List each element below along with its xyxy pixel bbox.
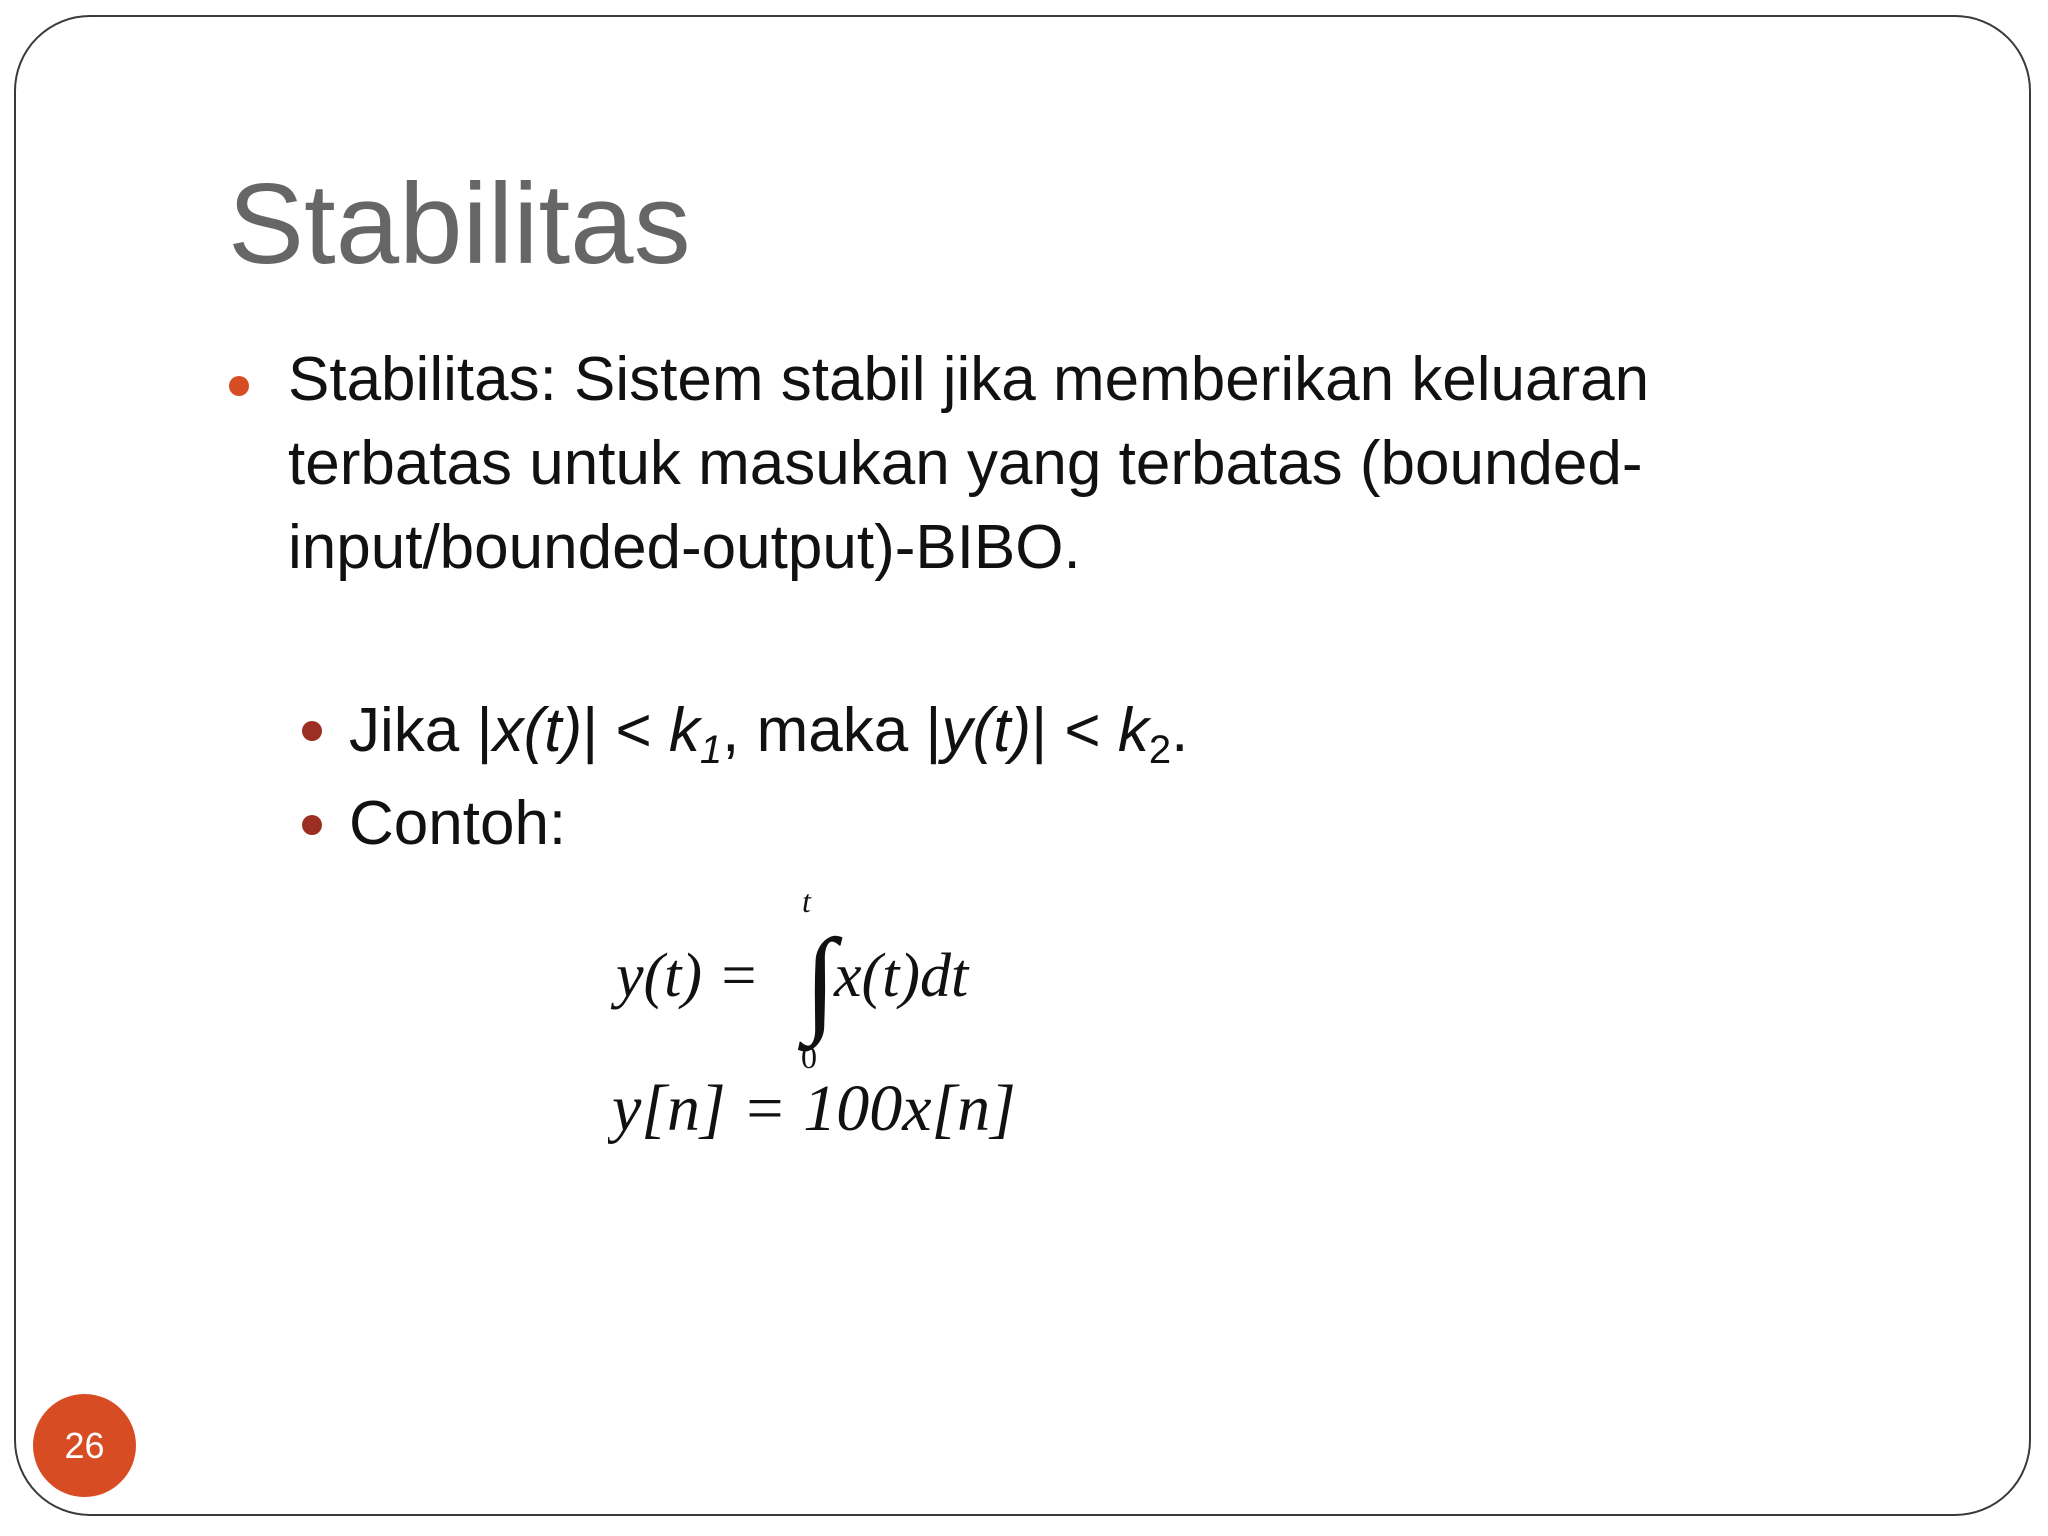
sub-bullet-bibo-condition bbox=[349, 695, 1189, 772]
page-number-badge bbox=[33, 1394, 136, 1497]
sub-bullet-point-icon bbox=[302, 815, 322, 835]
main-bullet-text: Stabilitas: Sistem stabil jika memberikan keluaran terbatas untuk masukan yang terbatas (bounded-input/bounded-output)-BIBO. bbox=[288, 345, 1650, 582]
integral-upper-limit: t bbox=[802, 883, 811, 919]
integral-lower-limit: 0 bbox=[801, 1039, 817, 1075]
equation-1-lhs: y(t) = bbox=[616, 942, 760, 1010]
sub-bullet-example-label: Contoh: bbox=[349, 789, 567, 858]
equation-2: y[n] = 100x[n] bbox=[612, 1072, 1016, 1145]
condition-y-expr: y(t) bbox=[941, 696, 1032, 765]
condition-k1-subscript: 1 bbox=[699, 728, 723, 772]
condition-k2-subscript: 2 bbox=[1148, 728, 1172, 772]
slide-title: Stabilitas bbox=[228, 161, 691, 288]
sub-bullet-point-icon bbox=[302, 721, 322, 741]
condition-x-expr: x(t) bbox=[492, 696, 583, 765]
equations-block bbox=[608, 880, 1128, 1170]
integral-sign-icon: ∫ bbox=[804, 915, 837, 1046]
bullet-point-icon bbox=[229, 376, 249, 396]
condition-suffix: . bbox=[1171, 696, 1189, 765]
condition-after-k1: , maka | bbox=[722, 696, 942, 765]
condition-middle-2: | < bbox=[1031, 696, 1118, 765]
equation-1-integrand: x(t)dt bbox=[834, 942, 969, 1010]
page-number: 26 bbox=[64, 1425, 105, 1466]
condition-k2: k bbox=[1117, 696, 1149, 765]
condition-k1: k bbox=[668, 696, 700, 765]
condition-middle: | < bbox=[582, 696, 669, 765]
condition-prefix: Jika | bbox=[349, 696, 493, 765]
